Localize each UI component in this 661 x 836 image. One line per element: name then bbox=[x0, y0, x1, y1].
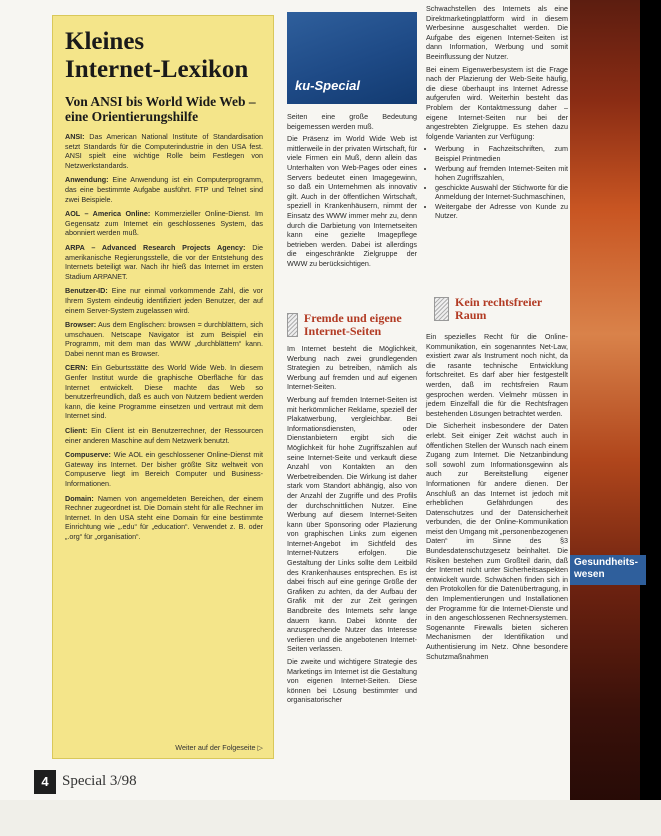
entry-text: Eine Anwendung ist ein Computerprogramm, das eine bestimmte Aufgabe ausführt. FTP und Telnet sind zwei Beispiele. bbox=[65, 175, 263, 204]
paragraph: Die zweite und wichtigere Strategie des Marketings im Internet ist die Gestaltung von eigenen Internet-Seiten. Diese können bei Lösung bestimmter und organisatorischer bbox=[287, 657, 417, 705]
entry-term: Anwendung: bbox=[65, 175, 109, 185]
list-item: • Weitergabe der Adresse von Kunde zu Nutzer. bbox=[435, 202, 568, 221]
lexicon-entry bbox=[65, 175, 263, 204]
entry-term: ANSI: bbox=[65, 132, 85, 141]
paragraph: Die Präsenz im World Wide Web ist mittlerweile in der privaten Wirtschaft, für viele Firmen ein Muß, denn allein das Unterhalten von Web-Pages oder eines Servers bedeutet einen Imagegewinn, so daß ein Unternehmen als innovativ gilt. Auch in der öffentlichen Wirtschaft, speziell in Krankenhäusern, nimmt der Einsatz des WWW immer mehr zu, denn durch die Darbietung von Internetseiten kann eine gezielte Imagepflege betrieben werden. Dabei ist allerdings die eingeschränkte Zielgruppe der WWW zu berücksichtigen. bbox=[287, 134, 417, 268]
lexicon-entry bbox=[65, 132, 263, 170]
lexicon-entry bbox=[65, 243, 263, 281]
entry-term: Domain: bbox=[65, 493, 94, 503]
middle-column-body bbox=[287, 344, 417, 708]
entry-term: AOL – America Online: bbox=[65, 209, 151, 219]
lexicon-entry bbox=[65, 494, 263, 542]
right-column-body bbox=[426, 332, 568, 664]
middle-column-intro bbox=[287, 112, 417, 272]
lexicon-entries bbox=[65, 132, 263, 542]
page-edge-shadow bbox=[640, 0, 661, 836]
heading-marker-icon bbox=[434, 297, 449, 321]
lexicon-title-line1: Kleines bbox=[65, 28, 145, 55]
entry-term: Browser: bbox=[65, 320, 97, 330]
section-heading: Fremde und eigene Internet-Seiten bbox=[303, 311, 402, 338]
bullet-list bbox=[426, 144, 568, 221]
lexicon-entry bbox=[65, 286, 263, 315]
entry-term: Compuserve: bbox=[65, 450, 111, 460]
lexicon-subtitle: Von ANSI bis World Wide Web – eine Orientierungshilfe bbox=[65, 94, 256, 124]
section-heading: Kein rechtsfreier Raum bbox=[455, 295, 543, 322]
lexicon-entry bbox=[65, 426, 263, 445]
paragraph: Im Internet besteht die Möglichkeit, Werbung nach zwei grundlegenden Strategien zu betreiben, nämlich als Werbung auf fremden und auf eigenen Internet-Seiten. bbox=[287, 344, 417, 392]
list-item: • Werbung auf fremden Internet-Seiten mit hohen Zugriffszahlen, bbox=[435, 164, 568, 183]
entry-text: Aus dem Englischen: browsen = durchblättern, sich umschauen. Netscape Navigator ist zum Beispiel ein Programm, mit dem man das WWW „durchblättern“ kann. Dabei nennt man es Browser. bbox=[65, 320, 263, 358]
right-heading-block bbox=[434, 296, 568, 322]
entry-text: Ein Client ist ein Benutzerrechner, der Ressourcen einer anderen Maschine auf dem Netzwerk benutzt. bbox=[65, 426, 263, 445]
magazine-issue: Special 3/98 bbox=[62, 773, 137, 789]
lexicon-entry bbox=[65, 209, 263, 238]
lexicon-entry bbox=[65, 363, 263, 421]
page-footer bbox=[0, 770, 661, 794]
lexicon-box bbox=[52, 15, 274, 759]
entry-text: Die amerikanische Regierungsstelle, die vor der Entstehung des Internets beteiligt war. Nach ihr hieß das Internet im ersten Stadium ARPANET. bbox=[65, 242, 263, 281]
lexicon-entry bbox=[65, 450, 263, 488]
section-side-label: Gesundheits-wesen bbox=[570, 555, 646, 585]
list-item: • Werbung in Fachzeitschriften, zum Beispiel Printmedien bbox=[435, 144, 568, 163]
page-bottom-margin bbox=[0, 800, 661, 836]
paragraph: Bei einem Eigenwerbesystem ist die Frage nach der Plazierung der Web-Seite häufig, die diese überhaupt ins Internet Adresse aufgerufen wird. Weiterhin besteht das Problem der Kontaktmessung daher – eigene Internet-Seiten nur bei der angestrebten Zielgruppe. Es stehen dazu folgende Varianten zur Verfügung: bbox=[426, 64, 568, 141]
page-number: 4 bbox=[34, 770, 56, 794]
middle-heading-block bbox=[287, 312, 417, 338]
lexicon-entry bbox=[65, 320, 263, 358]
paragraph: Schwachstellen des Internets als eine Direktmarketingplattform wird in diesem Werbesinne ausgeschaltet werden. Die Aufgabe des eigenen Internet-Seiten ist dann Information, Werbung und somit Beeinflussung der Nutzer. bbox=[426, 4, 568, 61]
entry-text: Das American National Institute of Standardisation setzt Standards für die Computerindustrie in den USA fest. ANSI spielt eine wichtige Rolle beim Festlegen von Netzwerkstandards. bbox=[65, 132, 263, 170]
entry-term: Client: bbox=[65, 426, 88, 436]
lexicon-title-line2: Internet-Lexikon bbox=[65, 56, 249, 83]
entry-text: Kommerzieller Online-Dienst. Im Gegensatz zum Internet ein geschlossenes System, das abonniert werden muß. bbox=[65, 209, 263, 238]
entry-text: Eine nur einmal vorkommende Zahl, die vor Ihrem System eindeutig identifiziert jeden Benutzer, der auf einem Server-System zugelassen wird. bbox=[65, 286, 263, 315]
special-tag: ku-Special bbox=[295, 78, 361, 93]
heading-marker-icon bbox=[287, 313, 298, 337]
lexicon-title bbox=[65, 28, 263, 84]
entry-term: ARPA – Advanced Research Projects Agency: bbox=[65, 242, 246, 252]
entry-term: Benutzer-ID: bbox=[65, 286, 108, 296]
entry-text: Ein Geburtsstätte des World Wide Web. In diesem Genfer Institut wurde die graphische Oberfläche für das Internet entwickelt. Diese machte das Web so benutzerfreundlich, daß es auch von Nutzern bedient werden kann, die keine Programme einsetzen und vertraut mit dem Internet sind. bbox=[65, 363, 263, 421]
paragraph: Ein spezielles Recht für die Online-Kommunikation, ein sogenanntes Net-Law, existiert zwar als Instrument noch nicht, da die rasante technische Entwicklung fortschreitet. Es darf aber hier festgestellt werden, daß im rechtsfreien Raum gesprochen werden. Vielmehr müssen in jedem Einzelfall die für die Rechtsfragen bestehenden Lösungen betrachtet werden. bbox=[426, 332, 568, 418]
entry-text: Namen von angemeldeten Bereichen, der einem Rechner zugeordnet ist. Die Domain steht für alle Rechner im Internet. In den USA steht eine Domain für eine bestimmte Einrichtung wie „.edu“ für „education“. Verwendet z. B. oder „.org“ für „organisation“. bbox=[65, 493, 263, 541]
special-banner bbox=[287, 12, 417, 104]
entry-text: Wie AOL ein geschlossener Online-Dienst mit Gateway ins Internet. Der bisher größte Sitz weltweit von Compuserve liegt im Bereich Computer und Business-Informationen. bbox=[65, 450, 263, 488]
list-item: • geschickte Auswahl der Stichworte für die Anmeldung der Internet-Suchmaschinen, bbox=[435, 183, 568, 202]
right-column-intro bbox=[426, 4, 568, 224]
paragraph: Seiten eine große Bedeutung beigemessen werden muß. bbox=[287, 112, 417, 131]
entry-term: CERN: bbox=[65, 363, 88, 373]
continued-note: Weiter auf der Folgeseite ▷ bbox=[175, 743, 263, 752]
paragraph: Werbung auf fremden Internet-Seiten ist mit herkömmlicher Reklame, speziell der Plakatwerbung, vergleichbar. Bei Informationsdiensten, oder Dienstanbietern ergibt sich die Möglichkeit für hohe Zugriffszahlen auf seine Internet-Seite und verkauft diese Anzahl von Kontakten an den Werbetreibenden. Die Wirkung ist daher stark vom Standort abhängig, also von der Anzahl der Zugriffe und des Profils der durchschnittlichen Nutzer. Eine Werbung auf diesem Internet-Seiten kann über Sponsoring oder Plazierung von graphischen Links zum eigenen Internet-Angebot im Sichtfeld des Internet-Nutzers erfolgen. Die Gestaltung der Links sollte dem Leitbild des Krankenhauses entsprechen. Es ist dabei frisch auf eine geringe Größe der Grafiken zu achten, da der Aufbau der Grafik mit der zur Zeit geringen Bandbreite des Internets sehr lange dauern kann. Dabei könnte der anzusprechende Nutzer das Interesse verlieren und die angebotenen Internet-Seiten verlassen. bbox=[287, 394, 417, 654]
paragraph: Die Sicherheit insbesondere der Daten erlebt. Seit einiger Zeit wächst auch in öffentlichen Stellen der Wunsch nach einem Zugang zum Internet. Die Netzanbindung soll sowohl zum Informationsgewinn als auch zur Bereitstellung eigener Informationen für andere dienen. Der Anschluß an das Internet ist jedoch mit erheblichen Gefährdungen des Datenschutzes und der Datensicherheit verbunden, die der Online-Kommunikation meist den Umgang mit „personenbezogenen Daten“ im Sinne des §3 Bundesdatenschutzgesetz beinhaltet. Die Risiken bestehen zum Großteil darin, daß der Internet nicht unter Sicherheitsaspekten entwickelt wurde. Schwächen finden sich in den Protokollen für die Datenübertragung, in den Implementierungen und Installationen der Programme für die Internet-Dienste und in den angeschlossenen Rechnersystemen. Sogenannte Firewalls bieten sicheren Mechanismen der Identifikation und Authentisierung im Netz. Ohne besondere Schutzmaßnahmen bbox=[426, 421, 568, 661]
